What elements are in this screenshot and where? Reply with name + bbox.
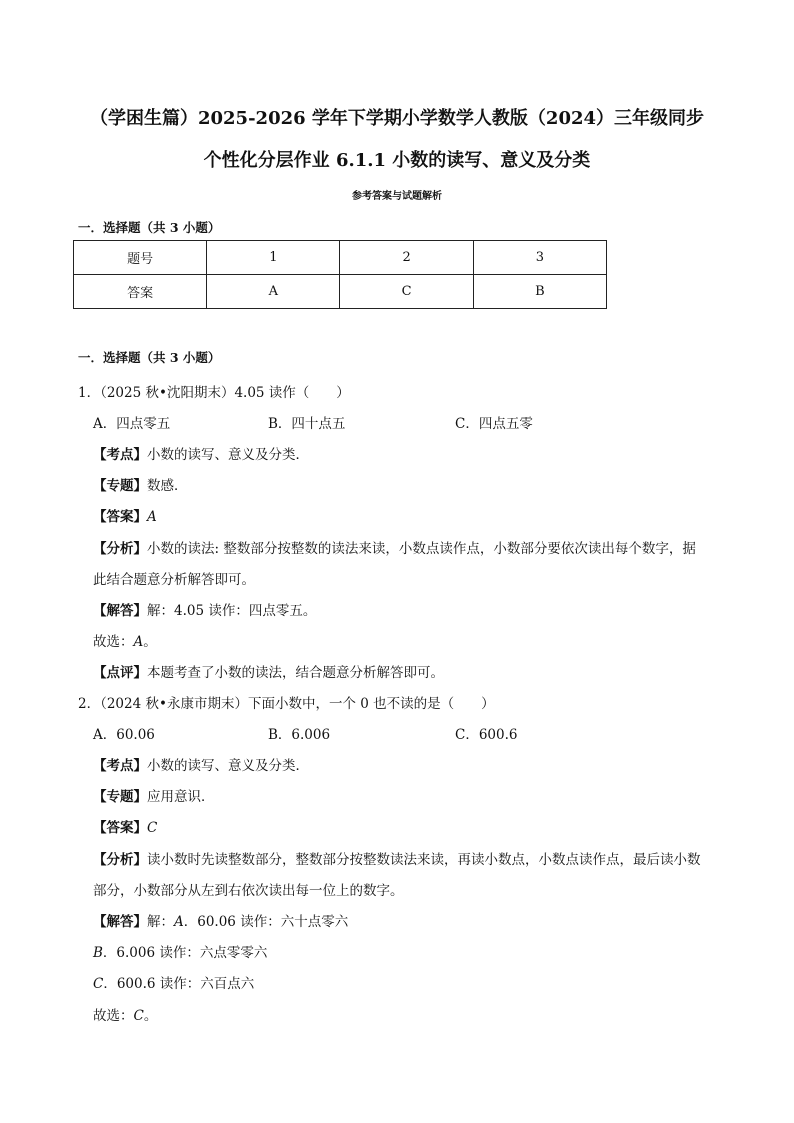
jieda-text: 解：4.05 读作：四点零五。 <box>147 603 317 619</box>
detail-section-heading: 一．选择题（共 3 小题） <box>78 350 221 365</box>
zhuanti-tag: 【专题】 <box>93 478 147 494</box>
question-2-fenxi-line-1 <box>93 848 701 868</box>
question-1-option-b: B．四十点五 <box>268 416 346 432</box>
guxuan-end: 。 <box>143 1008 158 1024</box>
fenxi-text: 小数的读法: 整数部分按整数的读法来读，小数点读作点，小数部分要依次读出每个数字，据 <box>147 541 696 557</box>
table-cell: 答案 <box>74 275 207 309</box>
jieda-b-text: ．6.006 读作：六点零零六 <box>102 945 268 961</box>
jieda-tag: 【解答】 <box>93 914 147 930</box>
question-1-stem: 1．（2025 秋•沈阳期末）4.05 读作（ ） <box>78 385 350 401</box>
daan-tag: 【答案】 <box>93 509 147 525</box>
table-cell: 1 <box>207 241 340 275</box>
fenxi-tag: 【分析】 <box>93 541 147 557</box>
answer-table <box>73 240 607 309</box>
document-subtitle: 参考答案与试题解析 <box>352 191 442 202</box>
question-1-daan <box>93 505 157 525</box>
question-2-jieda <box>93 910 348 930</box>
answer-table-row <box>74 241 607 275</box>
table-cell: 题号 <box>74 241 207 275</box>
question-1-jieda <box>93 599 316 619</box>
table-cell: B <box>473 275 606 309</box>
kaodian-text: 小数的读写、意义及分类． <box>147 758 309 774</box>
question-2-jieda-c <box>93 972 254 992</box>
question-2-jieda-b <box>93 941 267 961</box>
fenxi-tag: 【分析】 <box>93 852 147 868</box>
jieda-b-letter: B <box>93 945 103 961</box>
fenxi-text: 读小数时先读整数部分，整数部分按整数读法来读，再读小数点，小数点读作点，最后读小数 <box>147 852 701 868</box>
answer-table-row <box>74 275 607 309</box>
table-cell: 3 <box>473 241 606 275</box>
kaodian-text: 小数的读写、意义及分类． <box>147 447 309 463</box>
question-1-option-c: C．四点五零 <box>455 416 533 432</box>
question-2-stem: 2．（2024 秋•永康市期末）下面小数中，一个 0 也不读的是（ ） <box>78 696 495 712</box>
question-1-fenxi-line-1 <box>93 537 696 557</box>
dianping-text: 本题考查了小数的读法，结合题意分析解答即可。 <box>147 665 444 681</box>
guxuan-end: 。 <box>143 634 157 650</box>
daan-tag: 【答案】 <box>93 820 147 836</box>
zhuanti-tag: 【专题】 <box>93 789 147 805</box>
question-2-fenxi-line-2: 部分，小数部分从左到右依次读出每一位上的数字。 <box>93 883 404 899</box>
question-2-zhuanti <box>93 785 215 805</box>
kaodian-tag: 【考点】 <box>93 447 147 463</box>
guxuan-answer: A <box>133 634 144 650</box>
question-1-fenxi-line-2: 此结合题意分析解答即可。 <box>93 572 255 588</box>
jieda-a-text: ．60.06 读作：六十点零六 <box>183 914 349 930</box>
question-1-dianping <box>93 661 444 681</box>
answer-section-heading: 一．选择题（共 3 小题） <box>78 220 221 235</box>
question-2-option-a: A．60.06 <box>93 727 155 743</box>
table-cell: 2 <box>340 241 473 275</box>
zhuanti-text: 数感． <box>147 478 188 494</box>
guxuan-label: 故选： <box>93 634 134 650</box>
kaodian-tag: 【考点】 <box>93 758 147 774</box>
jieda-a-letter: A <box>174 914 184 930</box>
question-2-kaodian <box>93 754 309 774</box>
document-title-line-1: （学困生篇）2025-2026 学年下学期小学数学人教版（2024）三年级同步 <box>89 108 705 129</box>
daan-text: A <box>147 509 157 525</box>
jieda-prefix: 解： <box>147 914 174 930</box>
question-1-kaodian <box>93 443 309 463</box>
question-2-option-c: C．600.6 <box>455 727 518 743</box>
jieda-c-letter: C <box>93 976 104 992</box>
document-title-line-2: 个性化分层作业 6.1.1 小数的读写、意义及分类 <box>203 150 591 171</box>
question-2-guxuan <box>93 1004 157 1024</box>
table-cell: C <box>340 275 473 309</box>
guxuan-label: 故选： <box>93 1008 134 1024</box>
jieda-tag: 【解答】 <box>93 603 147 619</box>
question-1-option-a: A．四点零五 <box>93 416 171 432</box>
question-2-option-b: B．6.006 <box>268 727 331 743</box>
question-1-zhuanti <box>93 474 188 494</box>
zhuanti-text: 应用意识． <box>147 789 215 805</box>
guxuan-answer: C <box>133 1008 144 1024</box>
daan-text: C <box>147 820 158 836</box>
table-cell: A <box>207 275 340 309</box>
jieda-c-text: ．600.6 读作：六百点六 <box>103 976 255 992</box>
dianping-tag: 【点评】 <box>93 665 147 681</box>
question-1-guxuan <box>93 630 157 650</box>
question-2-daan <box>93 816 157 836</box>
